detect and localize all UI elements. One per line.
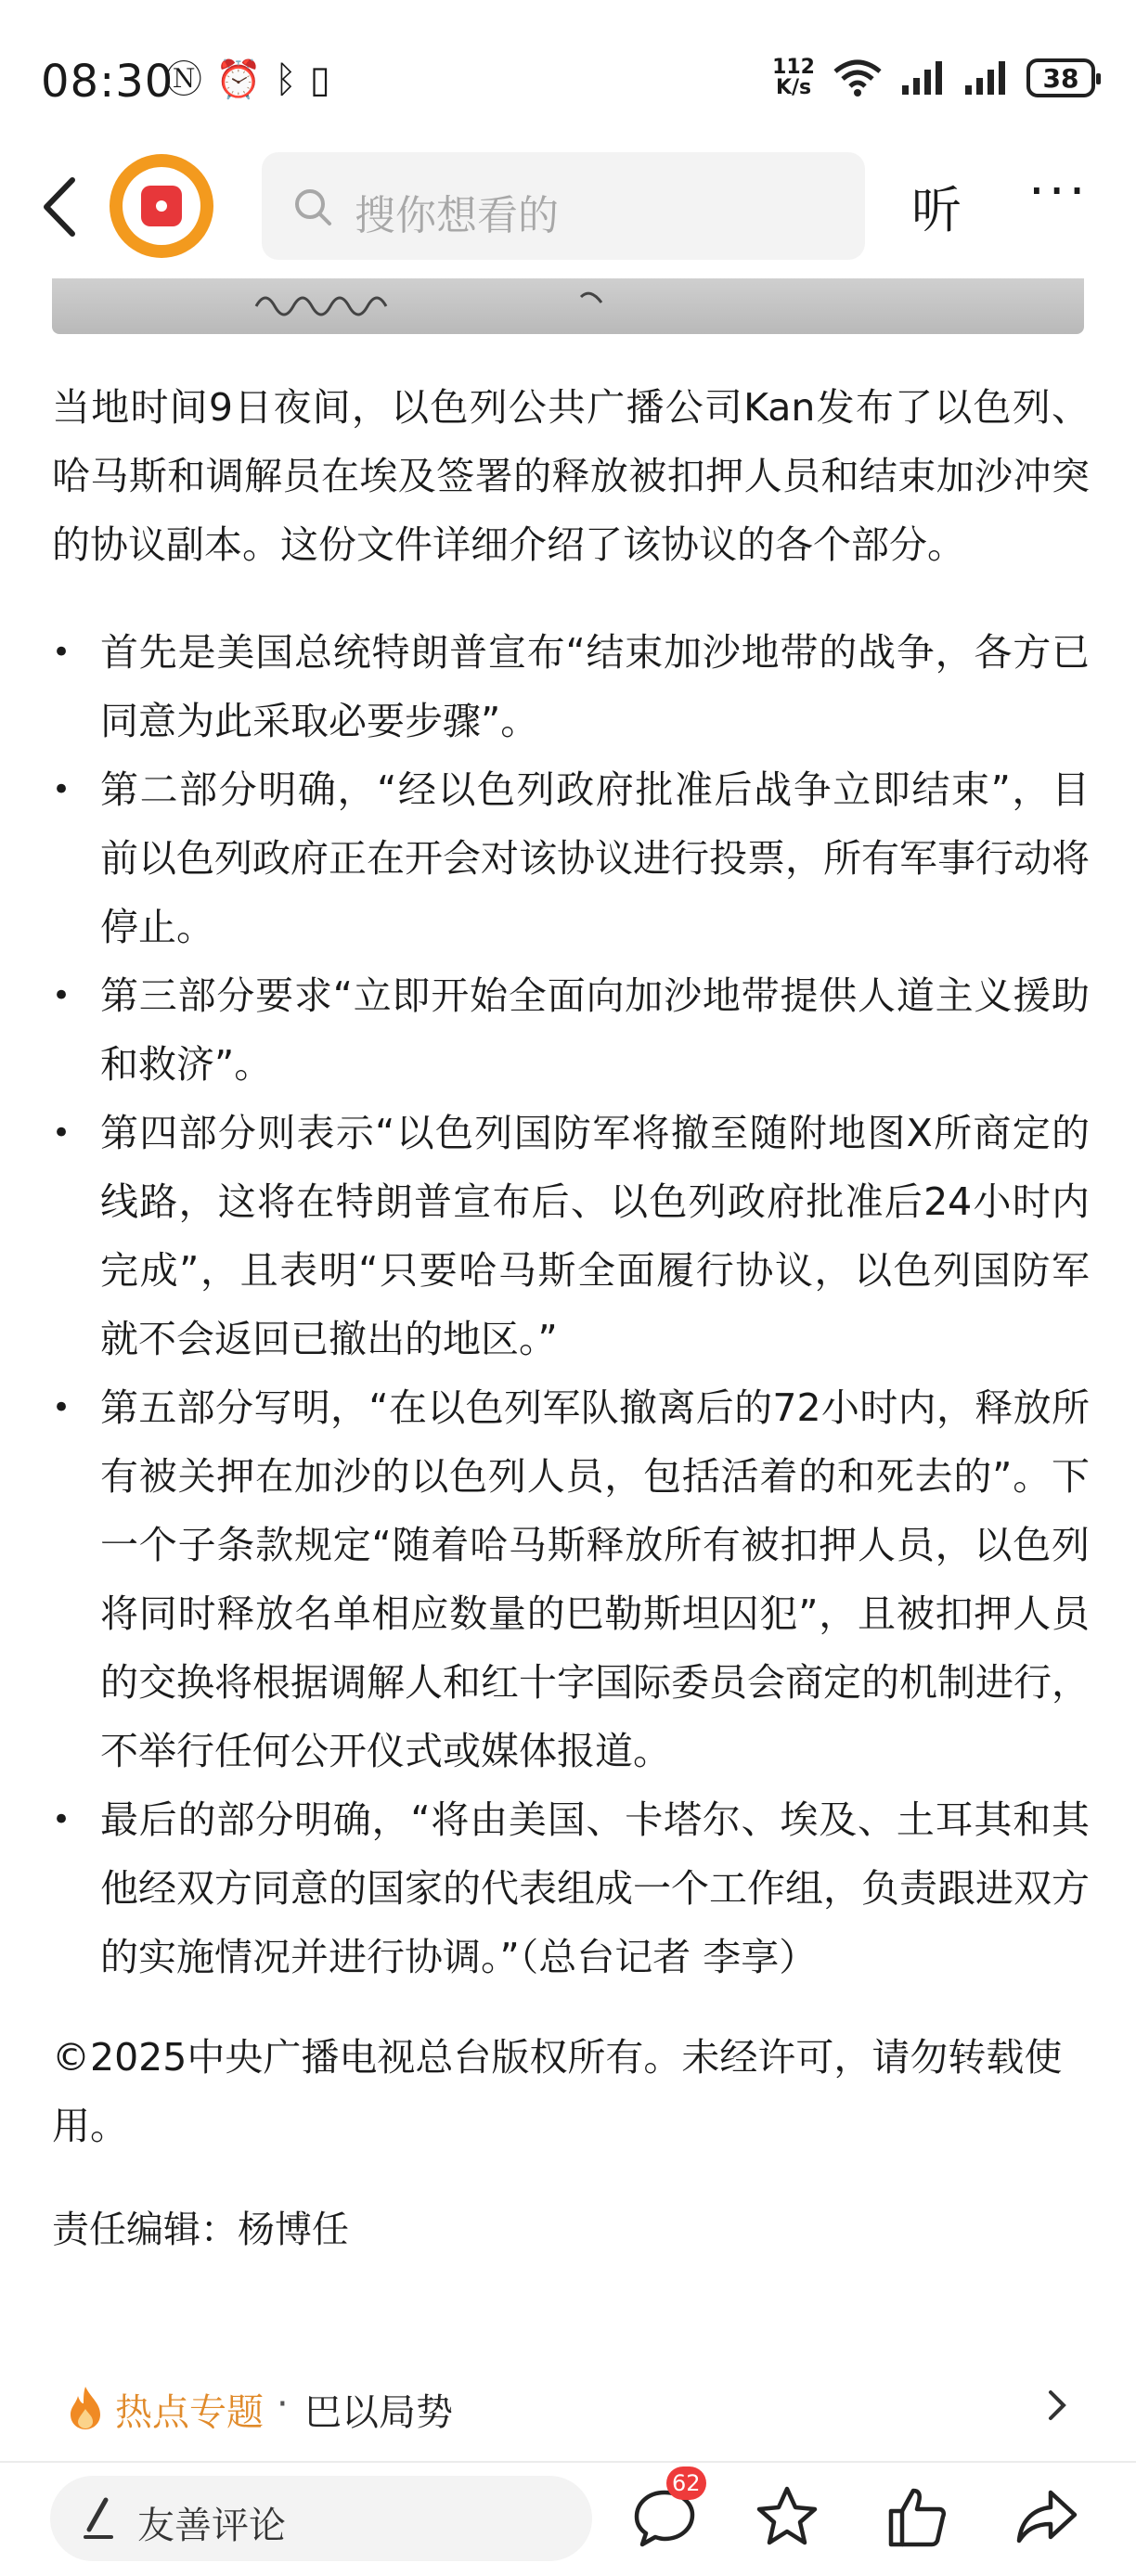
topic-name: 巴以局势	[304, 2391, 453, 2434]
listen-button[interactable]: 听	[911, 181, 962, 239]
status-icons-left	[165, 59, 330, 100]
signal-icon-2	[963, 59, 1010, 97]
article-image	[52, 278, 1084, 334]
list-item: • 第五部分写明，“在以色列军队撤离后的72小时内，释放所有被关押在加沙的以色列人员，包括活着的和死去的”。下一个子条款规定“随着哈马斯释放所有被扣押人员，以色列将同时释放名单相应数量的巴勒斯坦囚犯”，且被扣押人员的交换将根据调解人和红十字国际委员会商定的机制进行，不举行任何公开仪式或媒体报道。	[52, 1373, 1090, 1785]
topic-label: 热点专题	[115, 2391, 264, 2434]
network-speed	[772, 58, 815, 98]
fire-icon	[67, 2385, 104, 2431]
pen-icon	[80, 2496, 117, 2541]
article-intro: 当地时间9日夜间，以色列公共广播公司Kan发布了以色列、哈马斯和调解员在埃及签署的释放被扣押人员和结束加沙冲突的协议副本。这份文件详细介绍了该协议的各个部分。	[52, 385, 1090, 567]
hot-topic-link[interactable]	[67, 2377, 1069, 2442]
list-item: • 第三部分要求“立即开始全面向加沙地带提供人道主义援助和救济”。	[52, 961, 1090, 1099]
comment-placeholder: 友善评论	[137, 2505, 286, 2547]
logo-dot	[156, 200, 167, 212]
search-placeholder: 搜你想看的	[355, 192, 559, 239]
article-body	[52, 373, 1090, 2264]
alarm-icon: ⏰	[215, 58, 262, 101]
wifi-icon	[832, 58, 884, 97]
article-bullet-list	[52, 618, 1090, 1991]
search-icon	[293, 187, 332, 226]
status-icons-right	[772, 58, 1095, 98]
chevron-right-icon	[1047, 2387, 1069, 2424]
share-icon[interactable]	[1013, 2483, 1080, 2550]
list-item: • 首先是美国总统特朗普宣布“结束加沙地带的战争，各方已同意为此采取必要步骤”。	[52, 618, 1090, 755]
nfc-icon: Ⓝ	[165, 58, 202, 101]
more-button[interactable]: ···	[1028, 161, 1090, 222]
bottom-action-bar	[0, 2463, 1136, 2576]
battery-indicator: 38	[1026, 58, 1095, 97]
network-speed-value: 112	[772, 56, 815, 79]
topic-separator: ·	[277, 2383, 289, 2426]
status-bar	[0, 0, 1136, 139]
comment-input[interactable]	[50, 2476, 592, 2561]
signal-icon-1	[900, 59, 947, 97]
vibrate-icon: ▯	[309, 58, 330, 101]
network-speed-unit: K/s	[775, 76, 812, 99]
copyright-notice: ©2025中央广播电视总台版权所有。未经许可，请勿转载使用。	[52, 2035, 1063, 2148]
logo-mark	[141, 186, 182, 226]
status-time: 08:30	[41, 56, 174, 108]
star-icon[interactable]	[754, 2483, 820, 2550]
bluetooth-icon: ᛒ	[274, 58, 297, 101]
logo-inner	[123, 167, 200, 245]
top-nav	[0, 139, 1136, 278]
list-item: • 第二部分明确，“经以色列政府批准后战争立即结束”，目前以色列政府正在开会对该协议进行投票，所有军事行动将停止。	[52, 755, 1090, 961]
list-item: • 最后的部分明确，“将由美国、卡塔尔、埃及、土耳其和其他经双方同意的国家的代表组成一个工作组，负责跟进双方的实施情况并进行协调。”（总台记者 李享）	[52, 1785, 1090, 1991]
back-icon[interactable]	[39, 174, 80, 239]
search-bar[interactable]	[262, 152, 865, 260]
thumbs-up-icon[interactable]	[884, 2483, 950, 2550]
comment-count-badge: 62	[666, 2467, 706, 2500]
editor-credit: 责任编辑：杨博任	[52, 2209, 349, 2251]
list-item: • 第四部分则表示“以色列国防军将撤至随附地图X所商定的线路，这将在特朗普宣布后、以色列政府批准后24小时内完成”，且表明“只要哈马斯全面履行协议，以色列国防军就不会返回已撤出的地区。”	[52, 1099, 1090, 1373]
handwriting-scribble	[247, 278, 729, 334]
channel-logo[interactable]	[110, 154, 213, 258]
